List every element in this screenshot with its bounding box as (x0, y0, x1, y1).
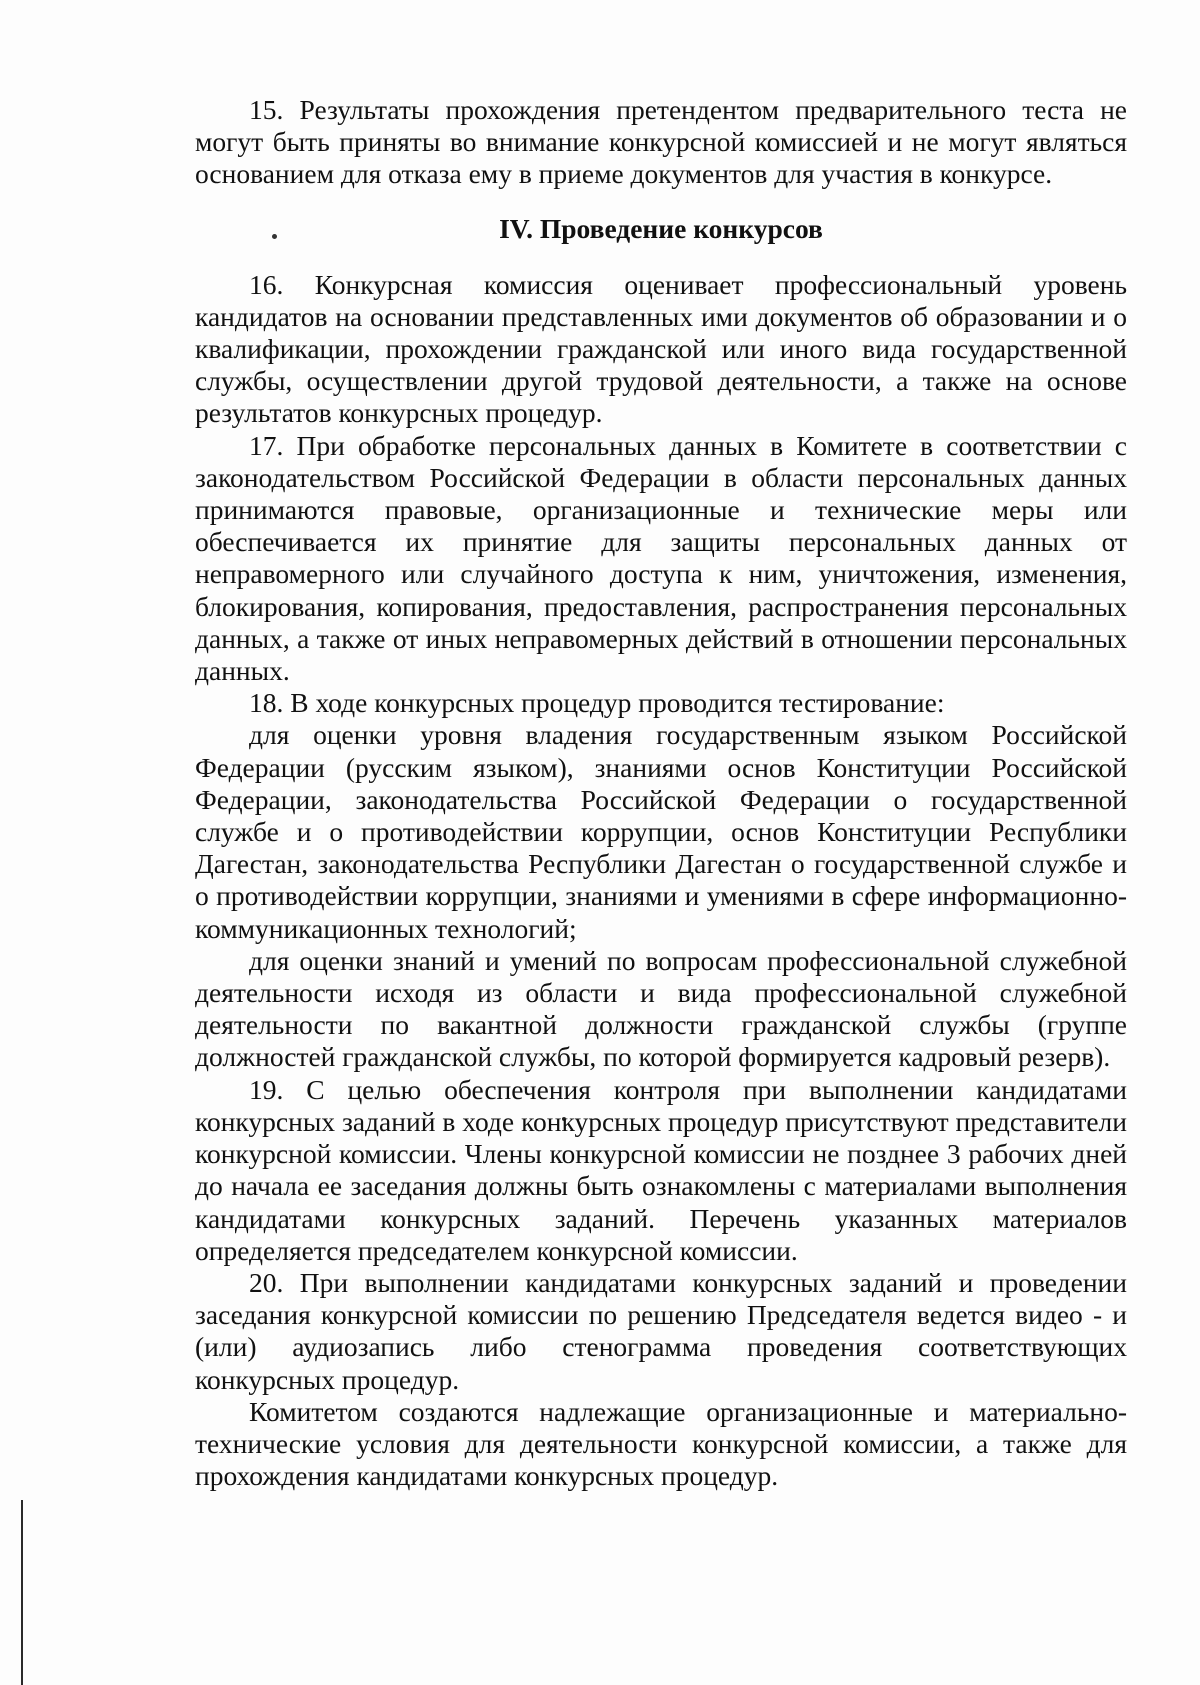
paragraph-18-item-2: для оценки знаний и умений по вопросам профессиональной служебной деятельности исходя из области и вида профессиональной служебной деятельности по вакантной должности гражданской службы (группе должностей гражданской службы, по которой формируется кадровый резерв). (195, 944, 1127, 1073)
paragraph-16: 16. Конкурсная комиссия оценивает профессиональный уровень кандидатов на основании представленных ими документов об образовании и о квалификации, прохождении гражданской или иного вида государственной службы, осуществлении другой трудовой деятельности, а также на основе результатов конкурсных процедур. (195, 268, 1127, 429)
scan-edge-line (21, 1500, 23, 1685)
paragraph-18-item-1: для оценки уровня владения государственным языком Российской Федерации (русским языком), знаниями основ Конституции Российской Федерации, законодательства Российской Федерации о государственной службе и о противодействии коррупции, основ Конституции Республики Дагестан, законодательства Республики Дагестан о государственной службе и о противодействии коррупции, знаниями и умениями в сфере информационно-коммуникационных технологий; (195, 719, 1127, 944)
document-body (195, 94, 1127, 1492)
paragraph-20: 20. При выполнении кандидатами конкурсных заданий и проведении заседания конкурсной комиссии по решению Председателя ведется видео - и (или) аудиозапись либо стенограмма проведения соответствующих конкурсных процедур. (195, 1266, 1127, 1395)
paragraph-17: 17. При обработке персональных данных в Комитете в соответствии с законодательством Российской Федерации в области персональных данных принимаются правовые, организационные и технические меры или обеспечивается их принятие для защиты персональных данных от неправомерного или случайного доступа к ним, уничтожения, изменения, блокирования, копирования, предоставления, распространения персональных данных, а также от иных неправомерных действий в отношении персональных данных. (195, 429, 1127, 687)
paragraph-19: 19. С целью обеспечения контроля при выполнении кандидатами конкурсных заданий в ходе конкурсных процедур присутствуют представители конкурсной комиссии. Члены конкурсной комиссии не позднее 3 рабочих дней до начала ее заседания должны быть ознакомлены с материалами выполнения кандидатами конкурсных заданий. Перечень указанных материалов определяется председателем конкурсной комиссии. (195, 1073, 1127, 1266)
paragraph-18: 18. В ходе конкурсных процедур проводится тестирование: (249, 687, 945, 719)
paragraph-20-continued: Комитетом создаются надлежащие организационные и материально-технические условия для деятельности конкурсной комиссии, а также для прохождения кандидатами конкурсных процедур. (195, 1395, 1127, 1492)
paragraph-15: 15. Результаты прохождения претендентом предварительного теста не могут быть приняты во внимание конкурсной комиссией и не могут являться основанием для отказа ему в приеме документов для участия в конкурсе. (195, 94, 1127, 190)
section-title: IV. Проведение конкурсов (499, 212, 823, 244)
